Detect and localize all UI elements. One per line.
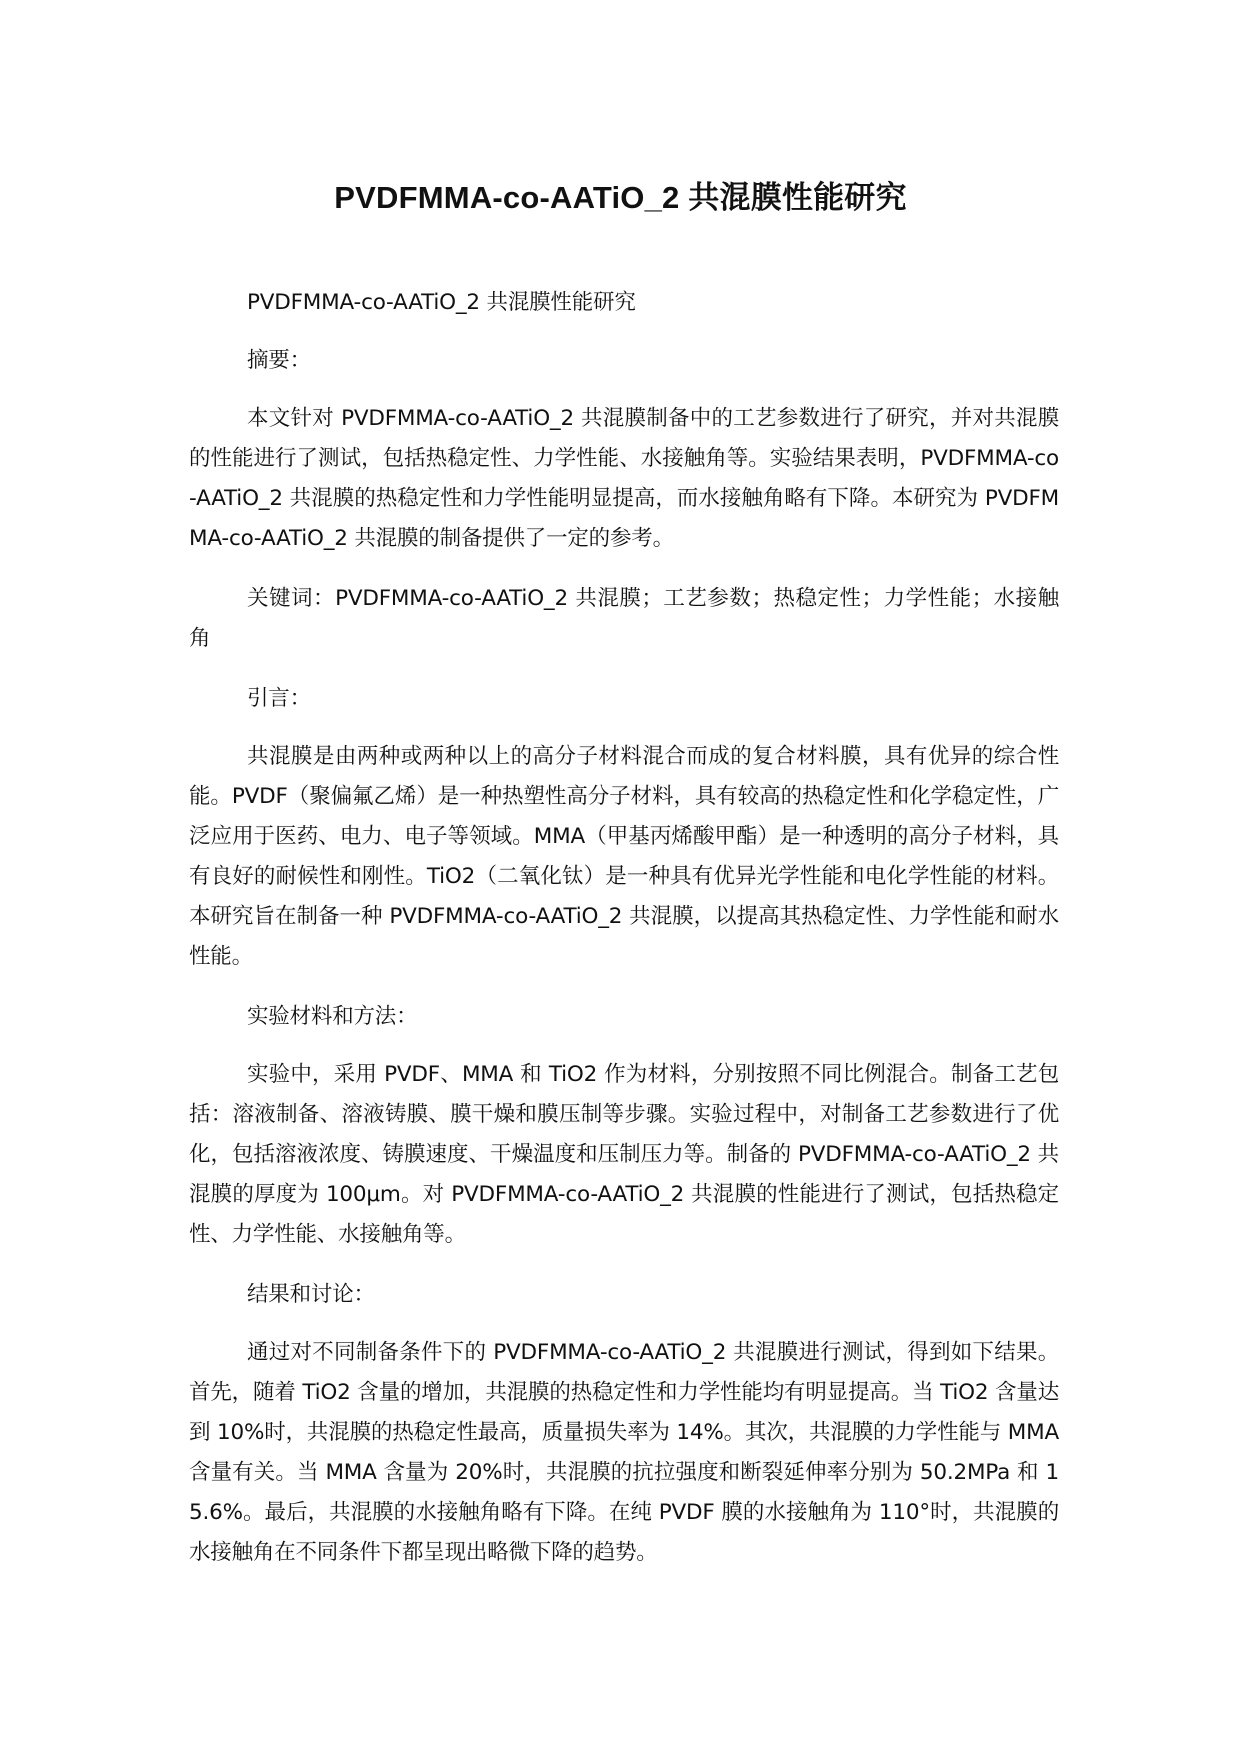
subtitle-paragraph: PVDFMMA-co-AATiO_2 共混膜性能研究: [247, 290, 636, 315]
results-heading: 结果和讨论：: [247, 1282, 375, 1307]
introduction-heading: 引言：: [247, 686, 311, 711]
methods-heading: 实验材料和方法：: [247, 1004, 418, 1029]
document-body: [189, 283, 1059, 1593]
results-paragraph: 通过对不同制备条件下的 PVDFMMA-co-AATiO_2 共混膜进行测试，得到如下结果。首先，随着 TiO2 含量的增加，共混膜的热稳定性和力学性能均有明显提高。当 TiO2 含量达到 10%时，共混膜的热稳定性最高，质量损失率为 14%。其次，共混膜的力学性能与 MMA 含量有关。当 MMA 含量为 20%时，共混膜的抗拉强度和断裂延伸率分别为 50.2MPa 和 15.6%。最后，共混膜的水接触角略有下降。在纯 PVDF 膜的水接触角为 110°时，共混膜的水接触角在不同条件下都呈现出略微下降的趋势。: [189, 1340, 1059, 1565]
keywords-paragraph: 关键词：PVDFMMA-co-AATiO_2 共混膜；工艺参数；热稳定性；力学性能；水接触角: [189, 586, 1059, 651]
methods-paragraph: 实验中，采用 PVDF、MMA 和 TiO2 作为材料，分别按照不同比例混合。制备工艺包括：溶液制备、溶液铸膜、膜干燥和膜压制等步骤。实验过程中，对制备工艺参数进行了优化，包括溶液浓度、铸膜速度、干燥温度和压制压力等。制备的 PVDFMMA-co-AATiO_2 共混膜的厚度为 100μm。对 PVDFMMA-co-AATiO_2 共混膜的性能进行了测试，包括热稳定性、力学性能、水接触角等。: [189, 1062, 1059, 1247]
introduction-paragraph: 共混膜是由两种或两种以上的高分子材料混合而成的复合材料膜，具有优异的综合性能。PVDF（聚偏氟乙烯）是一种热塑性高分子材料，具有较高的热稳定性和化学稳定性，广泛应用于医药、电力、电子等领域。MMA（甲基丙烯酸甲酯）是一种透明的高分子材料，具有良好的耐候性和刚性。TiO2（二氧化钛）是一种具有优异光学性能和电化学性能的材料。本研究旨在制备一种 PVDFMMA-co-AATiO_2 共混膜，以提高其热稳定性、力学性能和耐水性能。: [189, 744, 1059, 969]
abstract-paragraph: 本文针对 PVDFMMA-co-AATiO_2 共混膜制备中的工艺参数进行了研究，并对共混膜的性能进行了测试，包括热稳定性、力学性能、水接触角等。实验结果表明，PVDFMMA-co-AATiO_2 共混膜的热稳定性和力学性能明显提高，而水接触角略有下降。本研究为 PVDFMMA-co-AATiO_2 共混膜的制备提供了一定的参考。: [189, 406, 1059, 551]
abstract-heading: 摘要：: [247, 348, 311, 373]
document-title: PVDFMMA-co-AATiO_2 共混膜性能研究: [334, 180, 907, 215]
